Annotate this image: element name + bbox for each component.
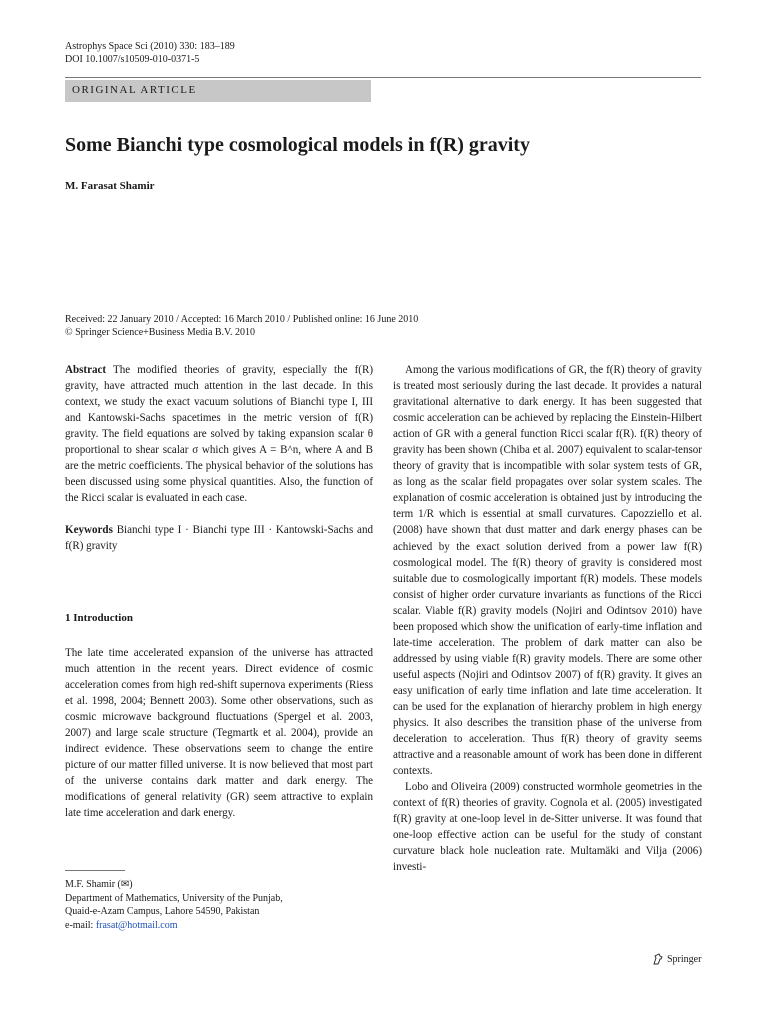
- footnote-affiliation: Department of Mathematics, University of the Punjab,: [65, 892, 283, 904]
- article-type-label: ORIGINAL ARTICLE: [72, 84, 197, 96]
- author-name: M. Farasat Shamir: [65, 180, 155, 192]
- right-column: [393, 362, 702, 876]
- copyright-line: © Springer Science+Business Media B.V. 2010: [65, 327, 255, 338]
- footnote-address: Quaid-e-Azam Campus, Lahore 54590, Pakistan: [65, 906, 260, 917]
- right-paragraph-2: Lobo and Oliveira (2009) constructed wormhole geometries in the context of f(R) theories of gravity. Cognola et al. (2005) investigated f(R) gravity at one-loop level in de-Sitter universe. It was found that one-loop effective action can be useful for the study of constant curvature black hole nucleation rate. Multamäki and Vilja (2006) investi-: [393, 781, 702, 874]
- keywords: [65, 522, 373, 554]
- publication-dates: [65, 313, 418, 339]
- publisher-footer: [652, 953, 701, 965]
- keywords-text: Bianchi type I · Bianchi type III · Kantowski-Sachs and f(R) gravity: [65, 524, 374, 553]
- springer-horse-icon: [652, 953, 664, 965]
- footnote-name: M.F. Shamir (✉): [65, 879, 133, 890]
- footnote-rule: [65, 870, 125, 871]
- introduction-paragraph: [65, 645, 373, 822]
- journal-line: Astrophys Space Sci (2010) 330: 183–189: [65, 41, 235, 52]
- abstract-text: The modified theories of gravity, especially the f(R) gravity, have attracted much attention in the last decade. In this context, we study the exact vacuum solutions of Bianchi type I, III and Kantowski-Sachs spacetimes in the metric version of f(R) gravity. The field equations are solved by taking expansion scalar θ proportional to shear scalar σ which gives A = B^n, where A and B are the metric coefficients. The physical behavior of the solutions has been discussed using some physical quantities. Also, the function of the Ricci scalar is evaluated in each case.: [65, 364, 373, 505]
- abstract: [65, 362, 373, 506]
- footnote-email-line: [65, 919, 283, 933]
- introduction-text: The late time accelerated expansion of the universe has attracted much attention in the recent years. Direct evidence of cosmic acceleration comes from high red-shift supernova experiments (Riess et al. 1998, 2004; Bennett 2003). Some other observations, such as cosmic microwave background fluctuations (Spergel et al. 2003, 2007) and large scale structure (Tegmartk et al. 2004), provide an indirect evidence. These observations seem to change the entire picture of our matter filled universe. It is now believed that most part of the universe contains dark matter and dark energy. The modifications of general relativity (GR) seem attractive to explain late time acceleration and dark energy.: [65, 647, 373, 820]
- left-column-top: [65, 362, 373, 555]
- paper-title: Some Bianchi type cosmological models in f(R) gravity: [65, 134, 530, 156]
- right-paragraph-1: Among the various modifications of GR, the f(R) theory of gravity is treated most seriously during the last decade. It provides a natural gravitational alternative to dark energy. It has been suggested that cosmic acceleration can be achieved by replacing the Einstein-Hilbert action of GR with a general function Ricci scalar f(R). f(R) theory of gravity has been shown (Chiba et al. 2007) equivalent to scalar-tensor theory of gravity that is incompatible with solar system tests of GR, as long as the scalar field propagates over solar system scales. The explanation of cosmic acceleration is obtained just by introducing the term 1/R which is essential at small curvatures. Capozziello et al. (2008) have shown that dust matter and dark energy phases can be achieved by the exact solution derived from a power law f(R) cosmological model. The f(R) theory of gravity is considered most suitable due to cosmologically important f(R) models. These models consist of higher order curvature invariants as functions of the Ricci scalar. Viable f(R) gravity models (Nojiri and Odintsov 2010) have been proposed which show the unification of early-time inflation and late-time acceleration. The problem of dark matter can also be addressed by using viable f(R) gravity models. There are some other useful aspects (Nojiri and Odintsov 2007) of f(R) gravity. It gives an easy unification of early time inflation and late time acceleration. It can be used for the explanation of hierarchy problem in high energy physics. It also describes the transition phase of the universe from deceleration to acceleration. Thus f(R) theory of gravity seems attractive and a reasonable amount of work has been done in different contexts.: [393, 364, 702, 778]
- keywords-label: Keywords: [65, 524, 113, 537]
- email-label: e-mail:: [65, 919, 94, 931]
- abstract-label: Abstract: [65, 364, 107, 376]
- email-link[interactable]: frasat@hotmail.com: [95, 919, 178, 931]
- article-type-banner: [65, 80, 371, 102]
- header-rule: [65, 77, 701, 78]
- doi-line: DOI 10.1007/s10509-010-0371-5: [65, 54, 200, 65]
- journal-citation: [65, 40, 235, 66]
- author-footnote: [65, 878, 283, 932]
- section-heading: 1 Introduction: [65, 612, 133, 624]
- publisher-name: Springer: [667, 953, 702, 965]
- received-line: Received: 22 January 2010 / Accepted: 16 March 2010 / Published online: 16 June 2010: [65, 314, 419, 325]
